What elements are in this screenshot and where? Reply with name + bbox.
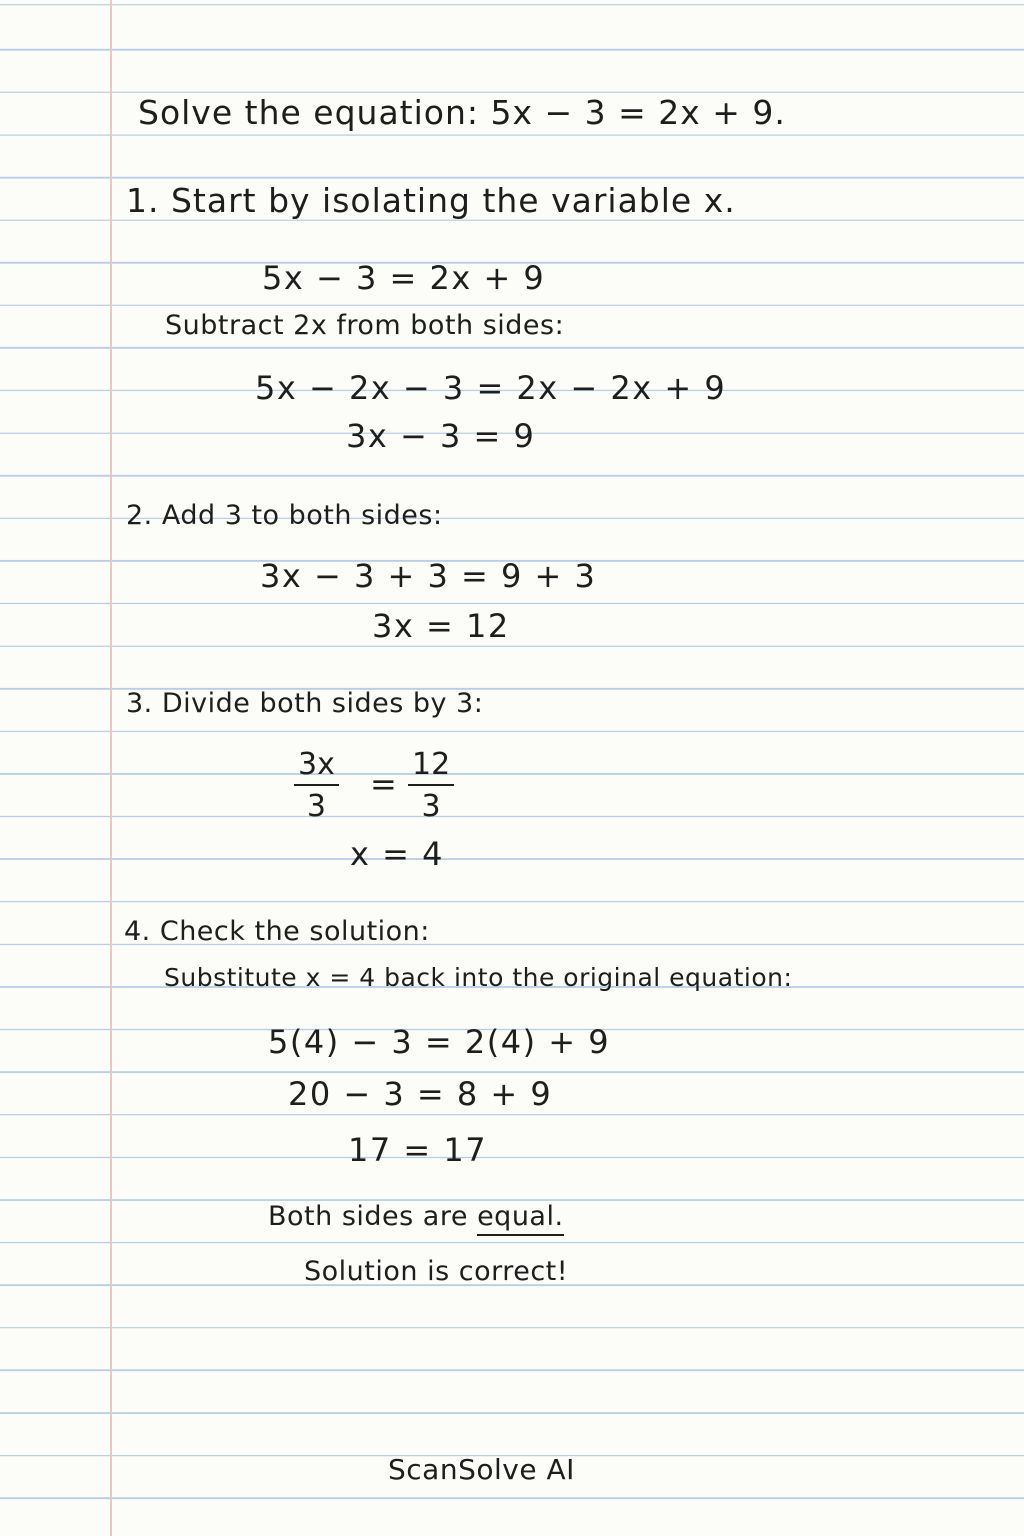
step4-instruction: Substitute x = 4 back into the original equation:	[164, 963, 793, 992]
step2-equation-2: 3x = 12	[372, 607, 510, 645]
step1-heading: 1. Start by isolating the variable x.	[126, 181, 736, 220]
step1-equation-3: 3x − 3 = 9	[346, 417, 536, 455]
fraction-rhs-numerator: 12	[408, 750, 454, 786]
fraction-lhs-numerator: 3x	[294, 750, 339, 786]
red-margin-line	[110, 0, 112, 1536]
final-statement: Solution is correct!	[304, 1256, 569, 1287]
step4-equation-1: 5(4) − 3 = 2(4) + 9	[268, 1023, 611, 1061]
step2-heading: 2. Add 3 to both sides:	[126, 500, 443, 531]
footer-brand: ScanSolve AI	[388, 1453, 575, 1486]
step3-result: x = 4	[350, 835, 444, 873]
conclusion-prefix: Both sides are	[268, 1201, 468, 1232]
step1-equation-1: 5x − 3 = 2x + 9	[262, 259, 546, 297]
fraction-rhs	[408, 747, 454, 824]
step4-equation-3: 17 = 17	[348, 1131, 488, 1169]
fraction-lhs-denominator: 3	[306, 789, 326, 824]
step4-heading: 4. Check the solution:	[124, 916, 430, 947]
fraction-rhs-denominator: 3	[421, 789, 441, 824]
step1-equation-2: 5x − 2x − 3 = 2x − 2x + 9	[255, 369, 727, 407]
fraction-lhs	[294, 747, 339, 824]
step3-heading: 3. Divide both sides by 3:	[126, 688, 484, 719]
conclusion-line	[268, 1203, 564, 1230]
conclusion-underlined: equal.	[477, 1201, 564, 1236]
problem-statement: Solve the equation: 5x − 3 = 2x + 9.	[138, 93, 786, 132]
step4-equation-2: 20 − 3 = 8 + 9	[288, 1075, 553, 1113]
step1-instruction: Subtract 2x from both sides:	[165, 310, 565, 341]
step2-equation-1: 3x − 3 + 3 = 9 + 3	[260, 557, 597, 595]
fraction-equals: =	[370, 765, 399, 803]
